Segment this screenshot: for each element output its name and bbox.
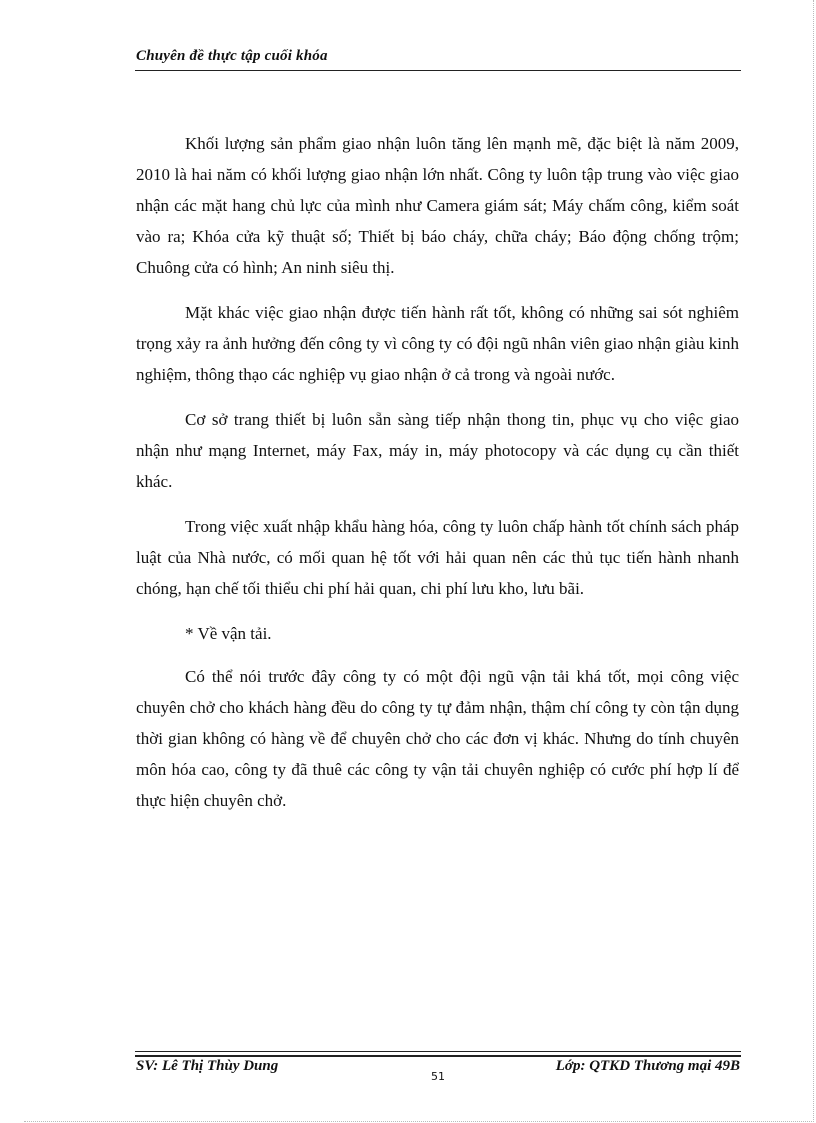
footer-divider-thick: [135, 1055, 741, 1057]
page-edge-right: [813, 0, 814, 1122]
paragraph-delivery-quality: Mặt khác việc giao nhận được tiến hành rất tốt, không có những sai sót nghiêm trọng xảy ra ảnh hưởng đến công ty vì công ty có đội ngũ nhân viên giao nhận giàu kinh nghiệm, thông thạo các nghiệp vụ giao nhận ở cả trong và ngoài nước.: [136, 303, 739, 384]
footer-divider-thin: [135, 1051, 741, 1052]
section-heading-transport: * Về vận tải.: [185, 624, 272, 643]
paragraph-delivery-volume: Khối lượng sản phẩm giao nhận luôn tăng lên mạnh mẽ, đặc biệt là năm 2009, 2010 là hai năm có khối lượng giao nhận lớn nhất. Công ty luôn tập trung vào việc giao nhận các mặt hang chủ lực của mình như Camera giám sát; Máy chấm công, kiểm soát vào ra; Khóa cửa kỹ thuật số; Thiết bị báo cháy, chữa cháy; Báo động chống trộm; Chuông cửa có hình; An ninh siêu thị.: [136, 134, 739, 277]
footer-student-name: SV: Lê Thị Thùy Dung: [136, 1058, 279, 1074]
paragraph-transport: Có thể nói trước đây công ty có một đội ngũ vận tải khá tốt, mọi công việc chuyên chở cho khách hàng đều do công ty tự đảm nhận, thậm chí công ty còn tận dụng thời gian không có hàng về để chuyên chở cho các đơn vị khác. Nhưng do tính chuyên môn hóa cao, công ty đã thuê các công ty vận tải chuyên nghiệp có cước phí hợp lí để thực hiện chuyên chở.: [136, 667, 739, 810]
header-title: Chuyên đề thực tập cuối khóa: [136, 48, 328, 64]
document-body: [136, 128, 739, 830]
page-number: 51: [431, 1070, 445, 1083]
footer-class-name: Lớp: QTKD Thương mại 49B: [555, 1058, 740, 1074]
header-divider: [135, 70, 741, 71]
paragraph-import-export: Trong việc xuất nhập khẩu hàng hóa, công ty luôn chấp hành tốt chính sách pháp luật của Nhà nước, có mối quan hệ tốt với hải quan nên các thủ tục tiến hành nhanh chóng, hạn chế tối thiểu chi phí hải quan, chi phí lưu kho, lưu bãi.: [136, 517, 739, 598]
page-edge-bottom: [24, 1121, 814, 1122]
paragraph-equipment: Cơ sở trang thiết bị luôn sẵn sàng tiếp nhận thong tin, phục vụ cho việc giao nhận như mạng Internet, máy Fax, máy in, máy photocopy và các dụng cụ cần thiết khác.: [136, 410, 739, 491]
